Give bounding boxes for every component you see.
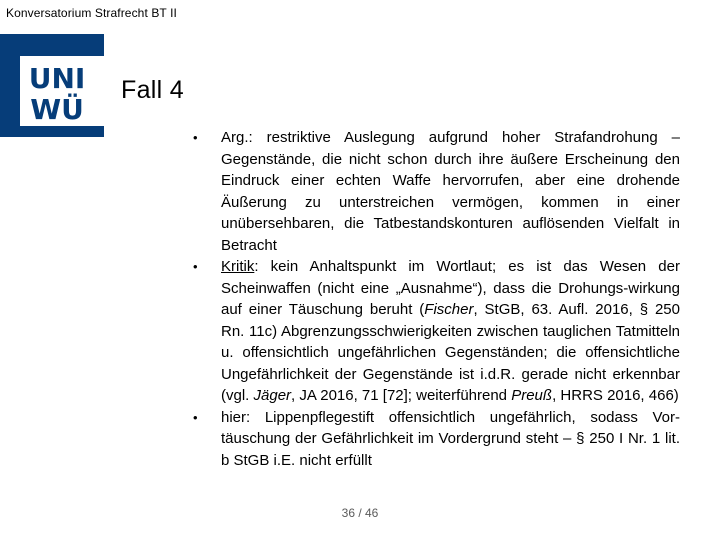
slide-title: Fall 4: [121, 76, 184, 104]
bullet-text: Arg.: restriktive Auslegung aufgrund hoher Strafandrohung – Gegenstände, die nicht schon durch ihre äußere Erscheinung den Eindruck einer echten Waffe hervorrufen, aber eine drohende Äußerung zu unterstreichen vermögen, kommen in einer unübersehbaren, die Tatbestandskonturen auflösenden Vielfalt in Betracht: [221, 129, 680, 254]
bullet-text: , StGB, 63. Aufl. 2016, § 250 Rn. 11c) Abgrenzungsschwierigkeiten zwischen tauglichen Tatmitteln u. offensichtlich ungefährlichen Gegenständen; die offensichtliche Ungefährlichkeit der Gegenstände ist i.d.R. gerade nicht erkennbar (vgl.: [221, 301, 680, 404]
bullet-item-1: [190, 127, 680, 256]
bullet-icon: •: [193, 130, 198, 145]
citation-author: Preuß: [511, 387, 553, 404]
bullet-text: : kein Anhaltspunkt im Wortlaut; es ist das Wesen der Scheinwaffen (nicht eine „Ausnahme“), dass die Drohungs-wirkung auf einer Täuschung beruht (: [221, 258, 680, 318]
bullet-text: hier: Lippenpflegestift offensichtlich ungefährlich, sodass Vor-täuschung der Gefährlichkeit im Vordergrund steht – § 250 I Nr. 1 lit. b StGB i.E. nicht erfüllt: [221, 408, 680, 469]
course-title: Konversatorium Strafrecht BT II: [6, 6, 177, 20]
bullet-item-2: [190, 256, 680, 407]
citation-author: Jäger: [253, 387, 292, 404]
page-number: 36 / 46: [341, 506, 379, 520]
bullet-icon: •: [193, 409, 198, 425]
citation-author: Fischer: [424, 301, 474, 318]
bullet-item-3: [190, 407, 680, 472]
logo-line2: WÜ: [30, 93, 84, 126]
bullet-list: [190, 127, 680, 471]
logo-line1: UNI: [28, 62, 86, 95]
bullet-icon: •: [193, 259, 198, 274]
bullet-text: , JA 2016, 71 [72]; weiterführend: [291, 387, 512, 404]
bullet-text: , HRRS 2016, 466): [552, 387, 679, 404]
university-logo: [0, 34, 104, 137]
critique-label: Kritik: [221, 258, 255, 275]
